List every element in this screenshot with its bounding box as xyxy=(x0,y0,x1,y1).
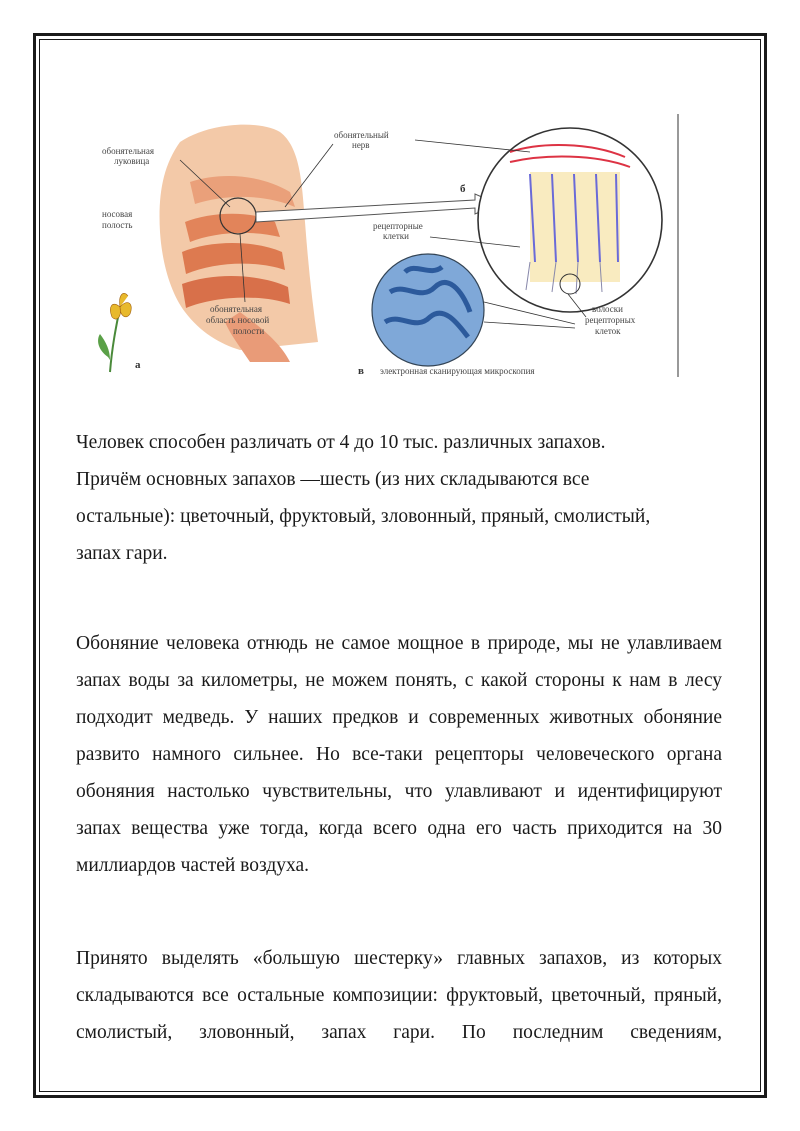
label-hairs-2: рецепторных xyxy=(585,315,636,325)
label-letter-b: б xyxy=(460,183,466,195)
olfactory-diagram xyxy=(90,112,690,384)
label-microscopy: электронная сканирующая микроскопия xyxy=(380,366,535,376)
flower-petals xyxy=(110,293,131,319)
label-bulb-2: луковица xyxy=(114,156,150,166)
label-nerve-2: нерв xyxy=(352,140,370,150)
label-receptors-2: клетки xyxy=(383,231,409,241)
label-receptors-1: рецепторные xyxy=(373,221,423,231)
label-letter-a: а xyxy=(135,359,141,371)
label-nasal-1: носовая xyxy=(102,209,133,219)
leader-hairs-2 xyxy=(484,322,575,328)
paragraph-2: Обоняние человека отнюдь не самое мощное в природе, мы не улавливаем запах воды за километры, не можем понять, с какой стороны к нам в лесу подходит медведь. У наших предков и современных животных обоняние развито намного сильнее. Но все-таки рецепторы человеческого органа обоняния настолько чувствительны, что улавливают и идентифицируют запах вещества уже тогда, когда всего одна его часть приходится на 30 миллиардов частей воздуха. xyxy=(76,633,722,876)
label-area-1: обонятельная xyxy=(210,304,263,314)
paragraph-3: Принято выделять «большую шестерку» главных запахов, из которых складываются все остальные композиции: фруктовый, цветочный, пряный, смолистый, зловонный, запах гари. По последним сведениям, xyxy=(76,948,722,1043)
paragraph-1-line-3: остальные): цветочный, фруктовый, зловонный, пряный, смолистый, xyxy=(76,506,651,527)
label-hairs-3: клеток xyxy=(595,326,621,336)
paragraph-1 xyxy=(76,424,722,572)
label-letter-v: в xyxy=(358,365,364,377)
paragraph-1-line-2: Причём основных запахов —шесть (из них складываются все xyxy=(76,469,590,490)
label-nerve-1: обонятельный xyxy=(334,130,389,140)
flower-leaf xyxy=(98,334,110,360)
label-area-2: область носовой xyxy=(206,315,270,325)
label-bulb-1: обонятельная xyxy=(102,146,155,156)
leader-nerve-2 xyxy=(415,140,530,152)
paragraph-1-line-1: Человек способен различать от 4 до 10 тыс. различных запахов. xyxy=(76,432,606,453)
label-nasal-2: полость xyxy=(102,220,133,230)
olfactory-organ-figure xyxy=(90,112,690,384)
paragraph-1-line-4: запах гари. xyxy=(76,543,168,564)
label-hairs-1: волоски xyxy=(592,304,623,314)
label-area-3: полости xyxy=(233,326,265,336)
